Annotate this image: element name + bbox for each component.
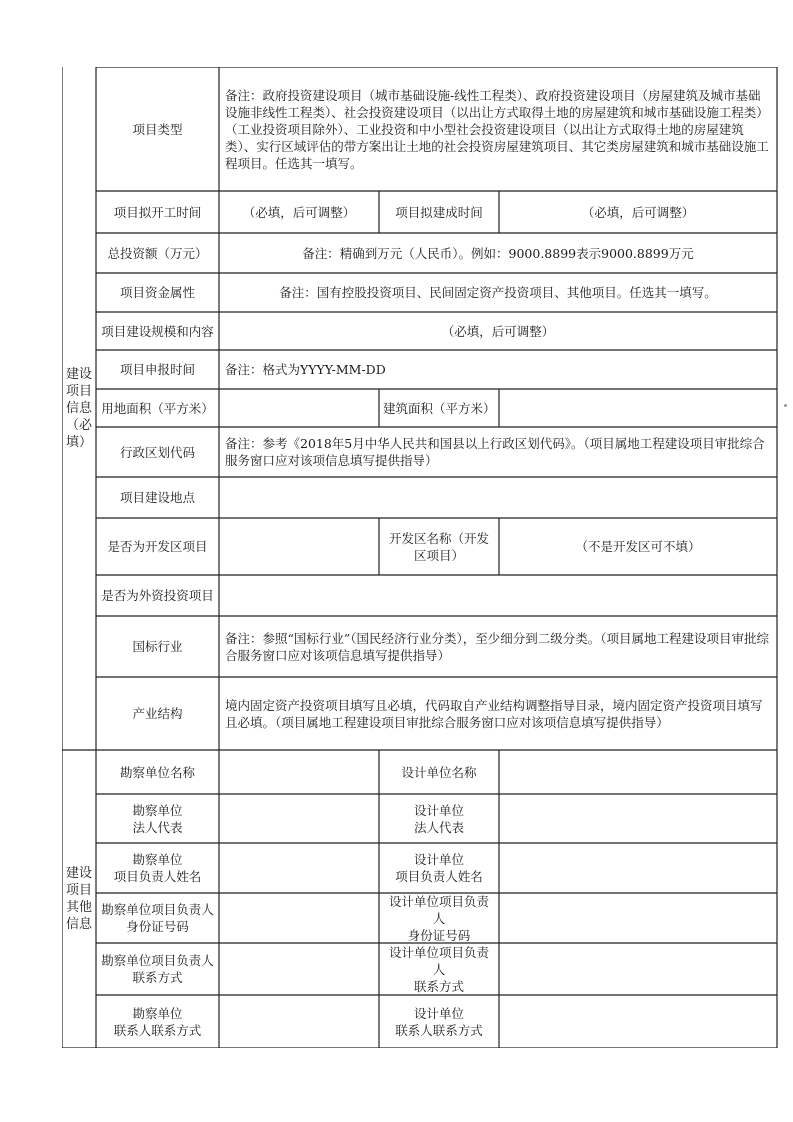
label-location: 项目建设地点	[119, 490, 195, 505]
label-fund-attribute: 项目资金属性	[119, 285, 195, 300]
label-scale-content: 项目建设规模和内容	[101, 323, 214, 339]
field-fund-attribute[interactable]: 备注：国有控股投资项目、民间固定资产投资项目、其他项目。任选其一填写。	[279, 285, 717, 300]
field-project-type[interactable]: 备注：政府投资建设项目（城市基础设施-线性工程类）、政府投资建设项目（房屋建筑及城市基础设施非线性工程类）、社会投资建设项目（以出让方式取得土地的房屋建筑和城市基础设施工程类）（工业投资项目除外）、工业投资和中小型社会投资建设项目（以出让方式取得土地的房屋建筑类）、实行区域评估的带方案出让土地的社会投资房屋建筑项目、其它类房屋建筑和城市基础设施工程项目。任选其一填写。	[225, 87, 769, 171]
label-start-time: 项目拟开工时间	[113, 204, 202, 220]
field-survey-legal-rep[interactable]	[219, 794, 379, 843]
label-industry: 国标行业	[132, 639, 183, 654]
field-survey-unit-name[interactable]	[219, 750, 379, 794]
field-design-leader-name[interactable]	[499, 843, 777, 893]
field-declare-time[interactable]: 备注：格式为YYYY-MM-DD	[225, 362, 386, 377]
field-end-time[interactable]: （必填，后可调整）	[581, 204, 695, 220]
label-survey-leader-name: 勘察单位 项目负责人姓名	[113, 852, 202, 884]
label-design-leader-name: 设计单位 项目负责人姓名	[395, 852, 483, 884]
label-foreign-investment: 是否为外资投资项目	[101, 588, 214, 603]
label-design-leader-id: 设计单位项目负责人 身份证号码	[388, 893, 489, 943]
field-design-legal-rep[interactable]	[499, 794, 777, 843]
field-survey-leader-contact[interactable]	[219, 943, 379, 995]
label-region-code: 行政区划代码	[119, 444, 195, 460]
field-dev-zone[interactable]	[219, 518, 379, 575]
label-survey-legal-rep: 勘察单位 法人代表	[132, 802, 183, 835]
label-survey-contact-person: 勘察单位 联系人联系方式	[113, 1005, 202, 1038]
label-declare-time: 项目申报时间	[119, 362, 195, 377]
label-project-type: 项目类型	[132, 121, 183, 137]
label-total-investment: 总投资额（万元）	[107, 245, 208, 261]
section-label-other-info	[62, 750, 96, 1048]
label-design-contact-person: 设计单位 联系人联系方式	[395, 1005, 483, 1038]
field-scale-content[interactable]: （必填，后可调整）	[441, 323, 555, 339]
label-design-leader-contact: 设计单位项目负责人 联系方式	[388, 944, 489, 994]
scan-speck	[784, 404, 787, 407]
field-land-area[interactable]	[219, 389, 379, 427]
field-start-time[interactable]: （必填，后可调整）	[242, 204, 356, 220]
label-dev-zone: 是否为开发区项目	[107, 539, 208, 554]
label-design-unit-name: 设计单位名称	[401, 764, 477, 780]
field-design-contact-person[interactable]	[499, 995, 777, 1048]
label-survey-unit-name: 勘察单位名称	[119, 764, 195, 780]
field-survey-leader-name[interactable]	[219, 843, 379, 893]
label-design-legal-rep: 设计单位 法人代表	[413, 802, 464, 835]
label-dev-zone-name: 开发区名称（开发区项目）	[388, 530, 489, 563]
field-industrial-structure[interactable]: 境内固定资产投资项目填写且必填，代码取自产业结构调整指导目录，境内固定资产投资项目填写且必填。（项目属地工程建设项目审批综合服务窗口应对该项信息填写提供指导）	[225, 697, 763, 730]
field-design-leader-id[interactable]	[499, 893, 777, 943]
label-land-area: 用地面积（平方米）	[101, 400, 214, 416]
label-survey-leader-id: 勘察单位项目负责人 身份证号码	[101, 902, 214, 934]
field-building-area[interactable]	[499, 389, 777, 427]
field-survey-leader-id[interactable]	[219, 893, 379, 943]
field-survey-contact-person[interactable]	[219, 995, 379, 1048]
field-industry[interactable]: 备注：参照“国标行业”（国民经济行业分类），至少细分到二级分类。（项目属地工程建设项目审批综合服务窗口应对该项信息填写提供指导）	[225, 630, 770, 663]
label-end-time: 项目拟建成时间	[395, 204, 483, 220]
section-label-text: 建设项目其他信息	[65, 866, 92, 932]
label-survey-leader-contact: 勘察单位项目负责人 联系方式	[101, 953, 214, 985]
field-design-leader-contact[interactable]	[499, 943, 777, 995]
field-location[interactable]	[219, 477, 777, 518]
field-total-investment[interactable]: 备注：精确到万元（人民币）。例如：9000.8899表示9000.8899万元	[302, 245, 694, 261]
section-label-text: 建设项目信息（必填）	[65, 367, 92, 450]
label-building-area: 建筑面积（平方米）	[383, 400, 496, 416]
field-region-code[interactable]: 备注：参考《2018年5月中华人民共和国县以上行政区划代码》。（项目属地工程建设项目审批综合服务窗口应对该项信息填写提供指导）	[225, 436, 765, 468]
field-foreign-investment[interactable]	[219, 575, 777, 616]
field-dev-zone-name[interactable]: （不是开发区可不填）	[575, 539, 701, 554]
section-label-build-info	[62, 67, 96, 750]
label-industrial-structure: 产业结构	[132, 706, 183, 721]
field-design-unit-name[interactable]	[499, 750, 777, 794]
form-table	[62, 67, 778, 1048]
